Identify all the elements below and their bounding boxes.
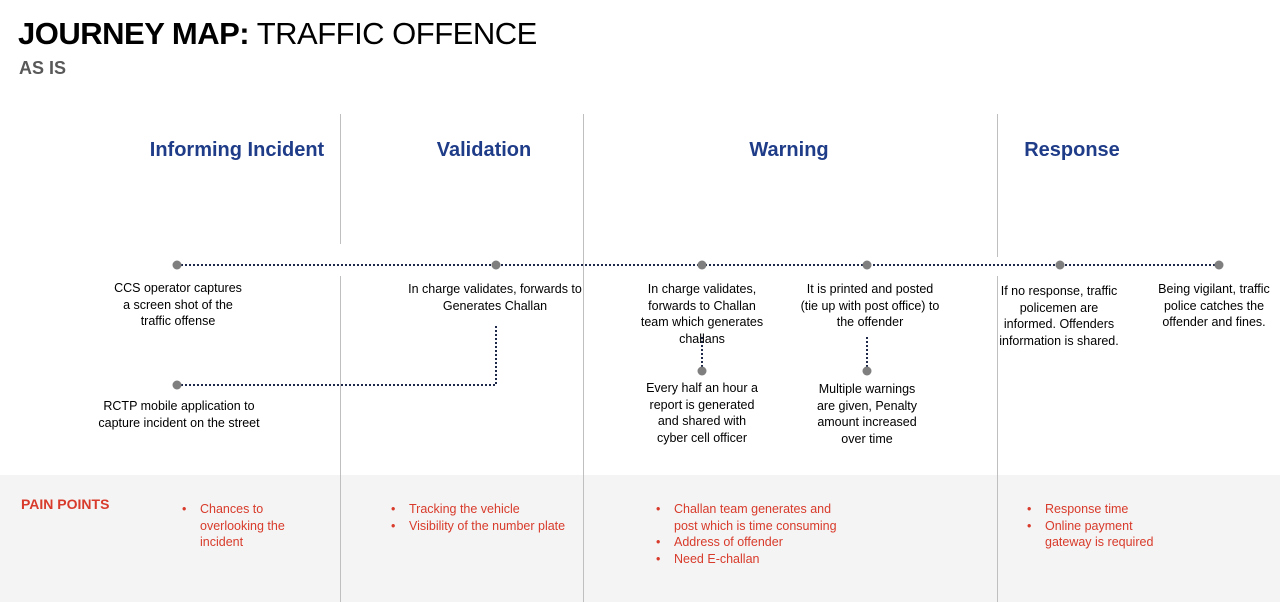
pain-point-item: • Need E-challan [654,551,854,568]
timeline-node [1056,261,1065,270]
pain-points-response [1025,501,1165,551]
step-validate-forward: In charge validates, forwards to Generates Challan [408,282,582,313]
pain-point-item: • Chances to overlooking the incident [180,501,310,551]
stage-warning: Warning [749,139,829,161]
title-rest: TRAFFIC OFFENCE [249,16,537,51]
report-node [698,367,707,376]
timeline-node [863,261,872,270]
pain-point-item: • Challan team generates and post which is time consuming [654,501,854,534]
step-no-response: If no response, traffic policemen are informed. Offenders information is shared. [999,284,1119,348]
pain-points-warning [654,501,854,567]
step-rctp-app: RCTP mobile application to capture incident on the street [98,399,260,430]
timeline-node [1215,261,1224,270]
pain-point-item: • Address of offender [654,534,854,551]
timeline-node [492,261,501,270]
rctp-connector [177,325,496,385]
title-bold: JOURNEY MAP: [18,16,250,51]
rctp-node [173,381,182,390]
step-half-hour-report: Every half an hour a report is generated and shared with cyber cell officer [646,381,758,445]
warnings-node [863,367,872,376]
pain-points-informing [180,501,310,551]
pain-point-item: • Online payment gateway is required [1025,518,1165,551]
step-multiple-warnings: Multiple warnings are given, Penalty amount increased over time [816,382,918,446]
pain-points-validation [389,501,579,534]
step-printed-posted: It is printed and posted (tie up with post office) to the offender [800,282,940,329]
timeline-node [698,261,707,270]
step-challan-team: In charge validates, forwards to Challan team which generates challans [640,282,764,346]
stage-response: Response [1024,139,1120,161]
step-ccs-capture: CCS operator captures a screen shot of the traffic offense [114,281,242,328]
page-subtitle: AS IS [19,58,67,78]
stage-validation: Validation [436,139,532,161]
pain-point-item: • Response time [1025,501,1165,518]
stage-informing-incident: Informing Incident [149,139,325,161]
pain-point-item: • Tracking the vehicle [389,501,579,518]
pain-points-label: PAIN POINTS [21,496,110,512]
timeline-node [173,261,182,270]
step-being-vigilant: Being vigilant, traffic police catches the offender and fines. [1158,282,1270,329]
pain-point-item: • Visibility of the number plate [389,518,579,535]
